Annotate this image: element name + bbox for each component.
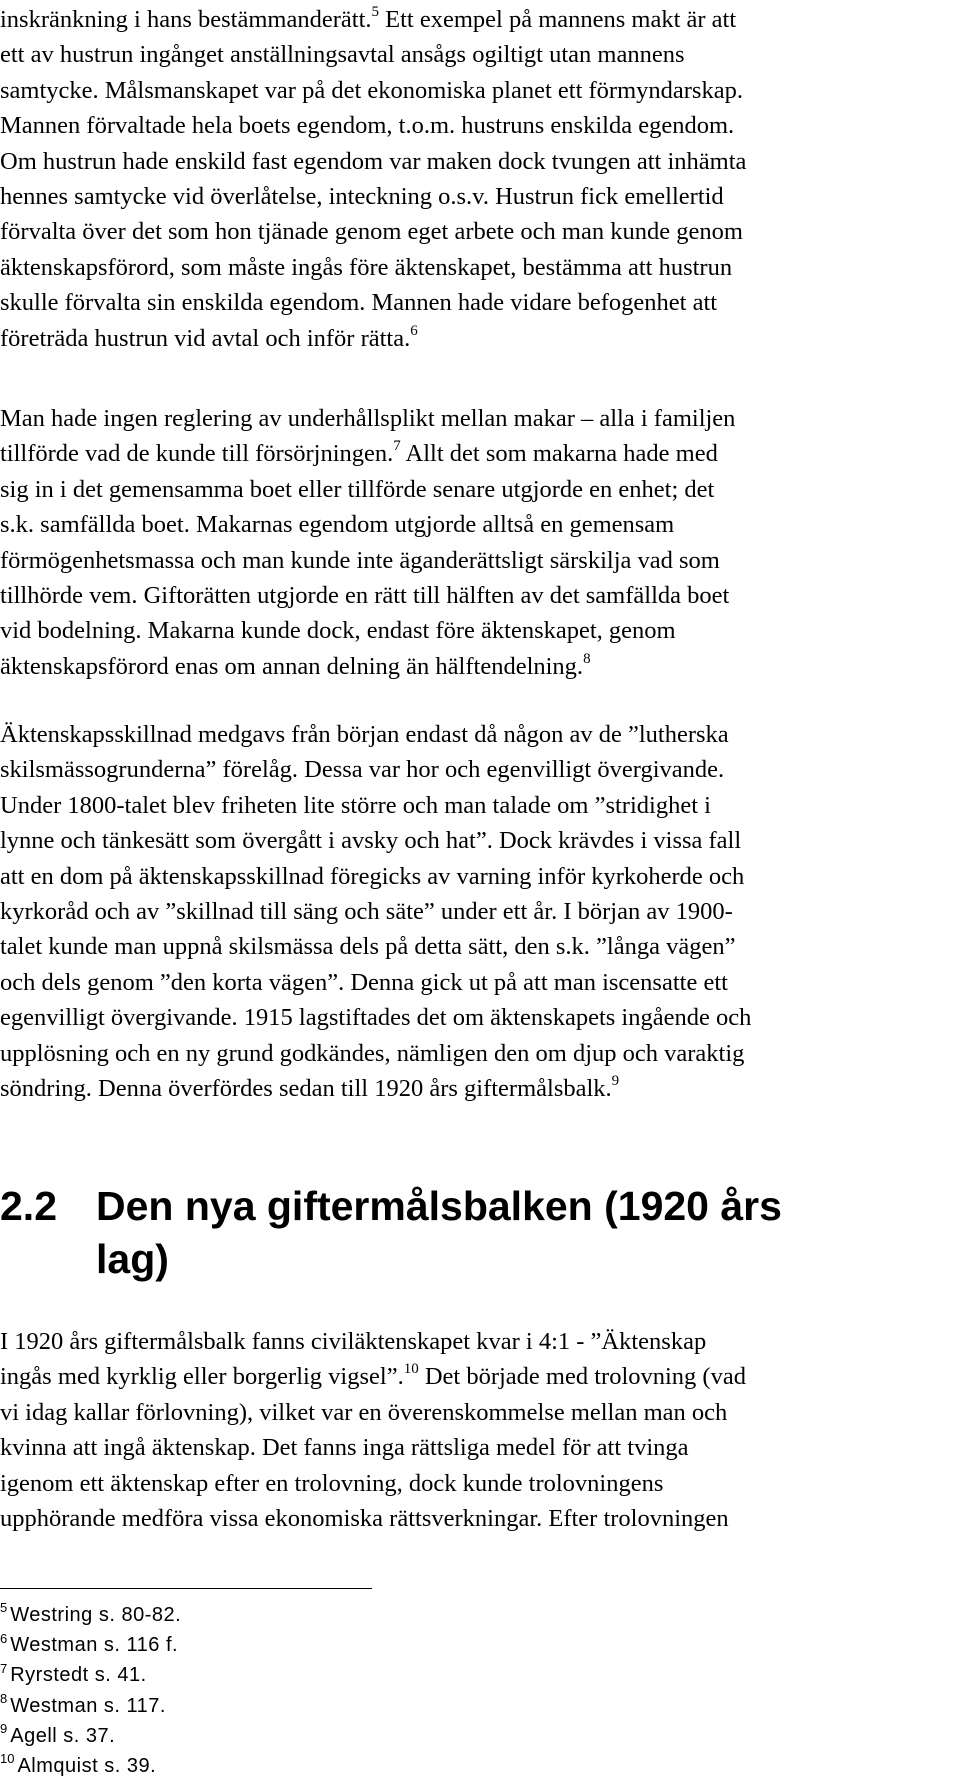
footnote-10: [0, 1751, 181, 1781]
footnote-number: 7: [0, 1660, 8, 1676]
footnote-number: 9: [0, 1721, 8, 1737]
footnote-number: 8: [0, 1690, 8, 1706]
text-line: att en dom på äktenskapsskillnad föregicks av varning inför kyrkoherde och: [0, 862, 745, 890]
text-line: talet kunde man uppnå skilsmässa dels på detta sätt, den s.k. ”långa vägen”: [0, 933, 736, 961]
footnote-text: Westring s. 80-82.: [10, 1604, 182, 1626]
footnote-ref: 6: [410, 322, 418, 339]
text-line: förvalta över det som hon tjänade genom eget arbete och man kunde genom: [0, 218, 743, 246]
text-line: äktenskapsförord enas om annan delning än hälftendelning.$^8$: [0, 650, 591, 680]
footnote-ref: 5: [371, 3, 379, 20]
footnote-ref: 7: [393, 438, 401, 455]
footnote-text: Almquist s. 39.: [17, 1755, 157, 1778]
text-line: ett av hustrun ingånget anställningsavtal ansågs ogiltigt utan mannens: [0, 41, 685, 69]
text-line: s.k. samfällda boet. Makarnas egendom utgjorde alltså en gemensam: [0, 511, 675, 539]
section-number: 2.2: [0, 1183, 57, 1229]
text-line: skilsmässogrunderna” förelåg. Dessa var hor och egenvilligt övergivande.: [0, 756, 725, 784]
text-line: upplösning och en ny grund godkändes, nämligen den om djup och varaktig: [0, 1039, 745, 1067]
text-line: och dels genom ”den korta vägen”. Denna gick ut på att man iscensatte ett: [0, 968, 728, 996]
section-title-line-1: Den nya giftermålsbalken (1920 års: [96, 1183, 782, 1229]
text-line: förmögenhetsmassa och man kunde inte äganderättsligt särskilja vad som: [0, 546, 720, 574]
text-line: kyrkoråd och av ”skillnad till säng och säte” under ett år. I början av 1900-: [0, 898, 733, 926]
footnote-text: Westman s. 116 f.: [10, 1634, 179, 1657]
text-line: skulle förvalta sin enskilda egendom. Mannen hade vidare befogenhet att: [0, 289, 718, 317]
text-line: I 1920 års giftermålsbalk fanns civiläktenskapet kvar i 4:1 - ”Äktenskap: [0, 1328, 707, 1355]
text-line: Under 1800-talet blev friheten lite större och man talade om ”stridighet i: [0, 791, 711, 819]
text-line: hennes samtycke vid överlåtelse, inteckning o.s.v. Hustrun fick emellertid: [0, 183, 724, 211]
footnotes: [0, 1600, 181, 1781]
text-line: ingås med kyrklig eller borgerlig vigsel”.$^{10}$ Det började med trolovning (vad: [0, 1361, 746, 1391]
section-title-line-2: lag): [96, 1236, 169, 1282]
text-line: lynne och tänkesätt som övergått i avsky och hat”. Dock krävdes i vissa fall: [0, 827, 742, 855]
footnote-ref: 10: [403, 1361, 419, 1378]
paragraph-1: [0, 2, 940, 356]
footnote-text: Westman s. 117.: [10, 1694, 166, 1717]
text-line: äktenskapsförord, som måste ingås före äktenskapet, bestämma att hustrun: [0, 253, 733, 281]
footnote-number: 5: [0, 1600, 8, 1616]
text-line: vi idag kallar förlovning), vilket var en överenskommelse mellan man och: [0, 1398, 728, 1426]
text-line: tillförde vad de kunde till försörjningen.$^7$ Allt det som makarna hade med: [0, 438, 718, 468]
footnote-ref: 9: [611, 1072, 620, 1089]
text-line: Mannen förvaltade hela boets egendom, t.o.m. hustruns enskilda egendom.: [0, 112, 735, 140]
text-line: upphörande medföra vissa ekonomiska rättsverkningar. Efter trolovningen: [0, 1505, 729, 1533]
footnote-number: 6: [0, 1630, 8, 1646]
text-line: söndring. Denna överfördes sedan till 1920 års giftermålsbalk.$^9$: [0, 1072, 620, 1103]
section-heading: [0, 1180, 940, 1286]
paragraph-2: [0, 401, 940, 684]
text-line: vid bodelning. Makarna kunde dock, endast före äktenskapet, genom: [0, 617, 676, 645]
text-line: Om hustrun hade enskild fast egendom var maken dock tvungen att inhämta: [0, 147, 747, 175]
paragraph-4: [0, 1324, 940, 1536]
text-line: Äktenskapsskillnad medgavs från början endast då någon av de ”lutherska: [0, 721, 729, 748]
footnote-text: Ryrstedt s. 41.: [10, 1664, 147, 1687]
text-line: tillhörde vem. Giftorätten utgjorde en rätt till hälften av det samfällda boet: [0, 582, 730, 610]
text-line: igenom ett äktenskap efter en trolovning, dock kunde trolovningens: [0, 1469, 664, 1497]
footnote-5: [0, 1600, 181, 1630]
text-line: samtycke. Målsmanskapet var på det ekonomiska planet ett förmyndarskap.: [0, 76, 743, 104]
text-line: kvinna att ingå äktenskap. Det fanns inga rättsliga medel för att tvinga: [0, 1434, 689, 1462]
footnote-9: [0, 1721, 181, 1751]
text-line: inskränkning i hans bestämmanderätt.$^5$ Ett exempel på mannens makt är att: [0, 3, 737, 33]
footnote-6: [0, 1630, 181, 1660]
footnote-7: [0, 1660, 181, 1690]
text-line: företräda hustrun vid avtal och inför rätta.$^6$: [0, 322, 418, 352]
text-line: Man hade ingen reglering av underhållsplikt mellan makar – alla i familjen: [0, 405, 736, 432]
footnote-text: Agell s. 37.: [10, 1724, 116, 1747]
text-line: egenvilligt övergivande. 1915 lagstiftades det om äktenskapets ingående och: [0, 1004, 752, 1032]
footnote-8: [0, 1691, 181, 1721]
footnote-separator: [0, 1588, 372, 1589]
text-line: sig in i det gemensamma boet eller tillförde senare utgjorde en enhet; det: [0, 475, 715, 503]
footnote-ref: 8: [583, 650, 591, 667]
footnote-number: 10: [0, 1751, 15, 1767]
paragraph-3: [0, 717, 940, 1106]
